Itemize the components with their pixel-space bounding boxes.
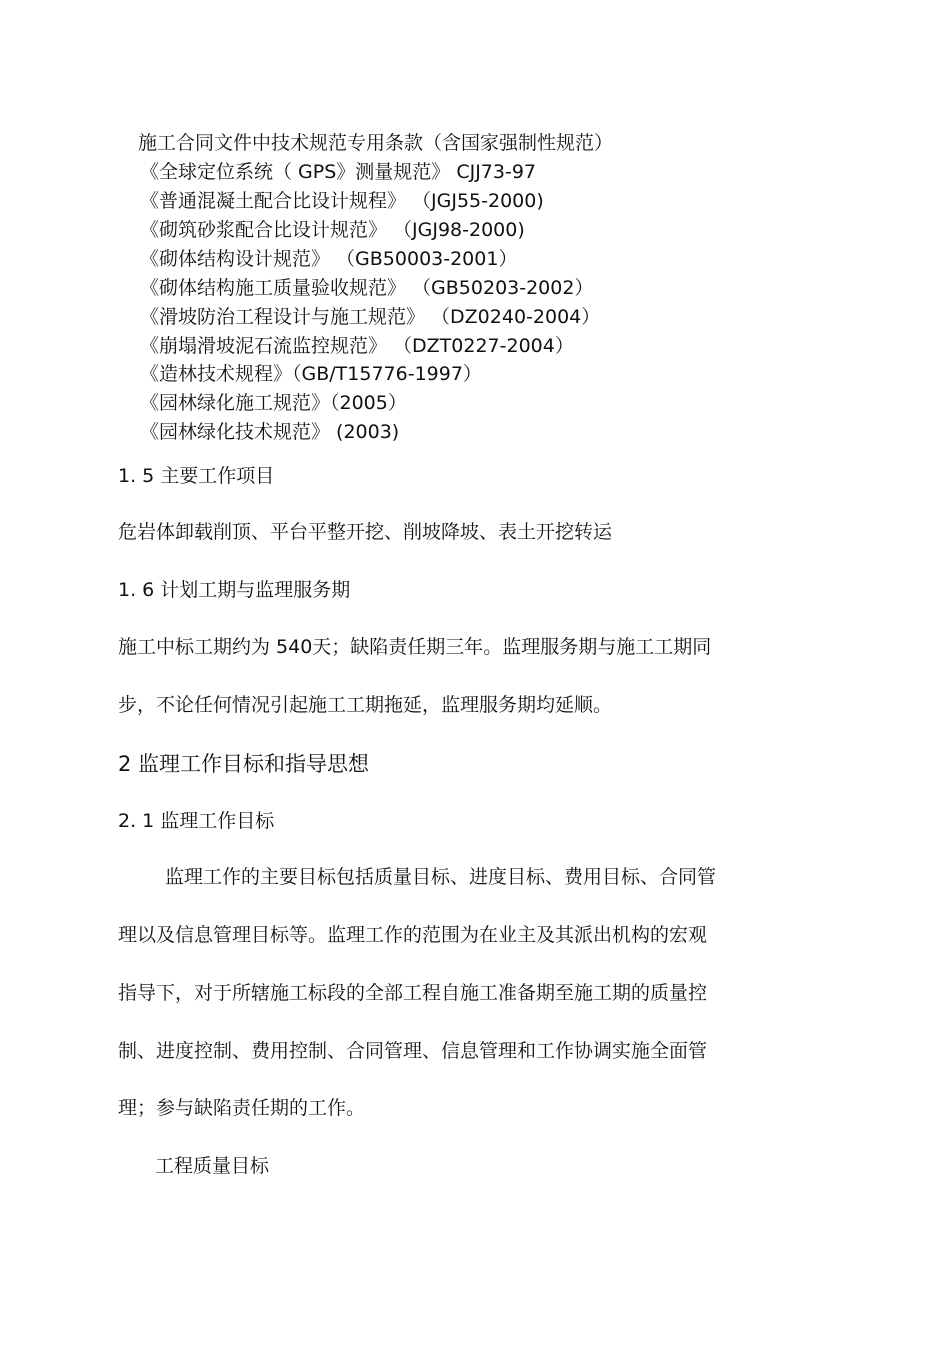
paragraph-line: 理以及信息管理目标等。监理工作的范围为在业主及其派出机构的宏观 — [118, 924, 708, 946]
paragraph-line: 施工中标工期约为 540天；缺陷责任期三年。监理服务期与施工工期同 — [118, 636, 712, 658]
section-heading-2: 2 监理工作目标和指导思想 — [118, 752, 370, 776]
paragraph-line: 步，不论任何情况引起施工工期拖延，监理服务期均延顺。 — [118, 694, 613, 716]
paragraph-line: 制、进度控制、费用控制、合同管理、信息管理和工作协调实施全面管 — [118, 1040, 708, 1062]
reference-item: 施工合同文件中技术规范专用条款（含国家强制性规范） — [138, 132, 614, 154]
section-heading-1-5: 1. 5 主要工作项目 — [118, 465, 275, 487]
reference-item: 《造林技术规程》（GB/T15776-1997） — [140, 363, 482, 385]
section-heading-1-6: 1. 6 计划工期与监理服务期 — [118, 579, 351, 601]
reference-item: 《全球定位系统（ GPS》测量规范》 CJJ73-97 — [140, 161, 537, 183]
paragraph-line: 监理工作的主要目标包括质量目标、进度目标、费用目标、合同管 — [165, 866, 717, 888]
reference-item: 《普通混凝土配合比设计规程》 （JGJ55-2000) — [140, 190, 544, 212]
paragraph-line: 理；参与缺陷责任期的工作。 — [118, 1097, 366, 1119]
paragraph-line: 指导下，对于所辖施工标段的全部工程自施工准备期至施工期的质量控 — [118, 982, 708, 1004]
reference-item: 《园林绿化施工规范》（2005） — [140, 392, 407, 414]
reference-item: 《崩塌滑坡泥石流监控规范》 （DZT0227-2004） — [140, 335, 574, 357]
reference-item: 《园林绿化技术规范》 (2003) — [140, 421, 400, 443]
reference-item: 《砌筑砂浆配合比设计规范》 （JGJ98-2000) — [140, 219, 525, 241]
reference-item: 《砌体结构设计规范》 （GB50003-2001） — [140, 248, 518, 270]
reference-item: 《滑坡防治工程设计与施工规范》 （DZ0240-2004） — [140, 306, 601, 328]
section-text-1-5: 危岩体卸载削顶、平台平整开挖、削坡降坡、表土开挖转运 — [118, 521, 613, 543]
subheading-quality-target: 工程质量目标 — [155, 1155, 270, 1177]
reference-item: 《砌体结构施工质量验收规范》 （GB50203-2002） — [140, 277, 594, 299]
section-heading-2-1: 2. 1 监理工作目标 — [118, 810, 275, 832]
